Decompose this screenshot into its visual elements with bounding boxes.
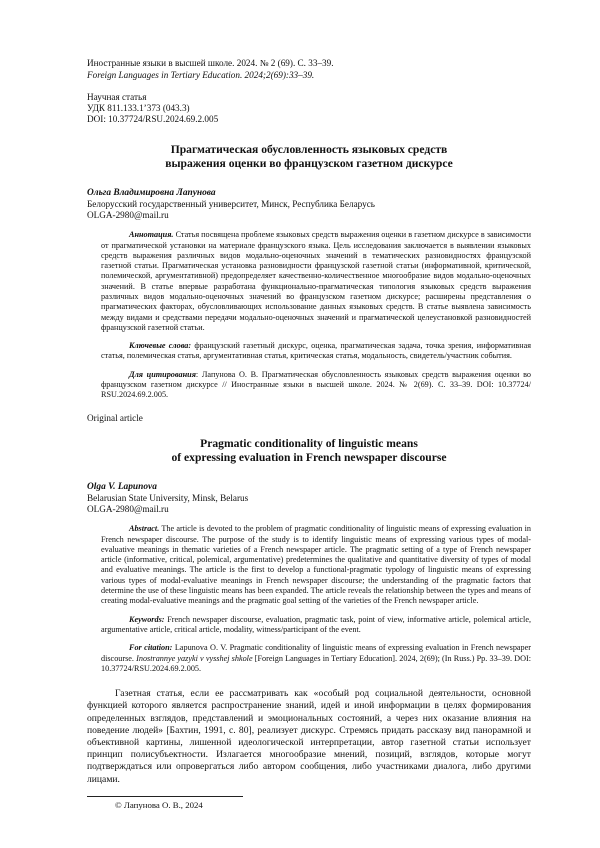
article-type: Научная статья: [87, 92, 147, 102]
title-ru-line1: Прагматическая обусловленность языковых средств: [170, 142, 448, 156]
keywords-en: [101, 615, 531, 636]
citation-en-text-1: Lapunova O. V. Pragmatic conditionality of linguistic means of expressing evaluation in French newspaper discourse.: [101, 643, 532, 663]
citation-en-label: For citation:: [129, 643, 173, 653]
title-ru: [87, 143, 531, 171]
doi: DOI: 10.37724/RSU.2024.69.2.005: [87, 114, 219, 125]
author-ru: Ольга Владимировна Лапунова: [87, 187, 216, 198]
citation-ru-text: : Лапунова О. В. Прагматическая обусловленность языковых средств выражения оценки во французском газетном дискурсе // Иностранные языки в высшей школе. 2024. № 2(69). С. 33–39. DOI: 10.37724/ RSU.2024.69.2.005.: [101, 369, 532, 400]
title-en: [87, 437, 531, 465]
udk-code: УДК 811.133.1’373 (043.3): [87, 103, 190, 114]
footnote-rule: [87, 796, 243, 797]
title-en-line2: of expressing evaluation in French newspaper discourse: [171, 450, 447, 464]
journal-line-en: Foreign Languages in Tertiary Education. 2024;2(69):33–39.: [87, 69, 315, 80]
author-en: Olga V. Lapunova: [87, 481, 157, 492]
abstract-en-text: The article is devoted to the problem of pragmatic conditionality of linguistic means of expressing evaluation in French newspaper discourse. The purpose of the study is to identify linguistic means of expressing various types of modal-evaluative meanings in thematic varieties of a French newspaper article. The pragmatic setting of a type of French newspaper article (informative, critical, polemical, argumentative) predetermines the qualitative and quantitative diversity of types of modal and evaluative meanings. The article is the first to develop a functional-pragmatic typology of linguistic means of expressing various types of modal-evaluative meanings in French newspaper discourse; the understanding of the pragmatic factors that determine the use of these linguistic means has been expanded. The article reveals the relationship between the types and means of creating modal-evaluative meanings and the pragmatic goal setting of the varieties of the French newspaper article.: [101, 524, 531, 606]
keywords-en-text: French newspaper discourse, evaluation, pragmatic task, point of view, informative article, polemical article, argumentative article, critical article, modality, witness/participant of the event.: [101, 614, 531, 634]
abstract-en: [101, 524, 531, 606]
abstract-ru: [101, 230, 531, 333]
journal-line-ru: Иностранные языки в высшей школе. 2024. № 2 (69). С. 33–39.: [87, 58, 334, 68]
keywords-ru-text: французский газетный дискурс, оценка, прагматическая задача, точка зрения, информативная статья, полемическая статья, аргументативная статья, критическая статья, модальность, свидетель/участник события.: [101, 341, 531, 361]
article-meta: [87, 92, 531, 126]
original-article-label: Original article: [87, 412, 143, 423]
citation-en-journal: Inostrannye yazyki v vysshej shkole: [136, 653, 253, 663]
body-paragraph: Газетная статья, если ее рассматривать как «особый род социальной деятельности, основной функцией которого является распространение знаний, идей и иной информации в целях формирования определенных взглядов, представлений и эмоциональных состояний, а через них оказание влияния на поведение людей» [Бахтин, 1991, с. 80], реализует дискурс. Стремясь придать рассказу вид панорамной и объективной картины, лишенной идеологической интерпретации, автор газетной статьи использует принцип полисубъектности. Излагается многообразие мнений, позиций, взглядов, которые могут подтверждаться или опровергаться либо автором сообщения, либо участниками диалога, либо другими лицами.: [87, 688, 531, 785]
keywords-ru-label: Ключевые слова:: [129, 341, 192, 351]
keywords-ru: [101, 341, 531, 362]
email-en[interactable]: OLGA-2980@mail.ru: [87, 504, 169, 515]
affiliation-en: Belarusian State University, Minsk, Belarus: [87, 492, 249, 503]
abstract-ru-text: Статья посвящена проблеме языковых средств выражения оценки в газетном дискурсе в зависимости от прагматической установки на материале французского языка. Цель исследования заключается в выявлении языковых средств выражения различных видов модально-оценочных значений в тематических разновидностях французской газетной статьи. Прагматическая установка разновидности французской газетной статьи (информативной, критической, полемической, аргументативной) предопределяет качественно-количественное многообразие видов модально-оценочных значений. В статье впервые разработана функционально-прагматическая типология языковых средств выражения различных видов модально-оценочных значений во французском газетном дискурсе; расширены представления о прагматических факторах, обусловливающих использование данных языковых средств. В статье выявлена зависимость между видами и средствами передачи модально-оценочных значений и прагматической целеустановкой разновидностей французской газетной статьи.: [101, 230, 531, 332]
keywords-en-label: Keywords:: [129, 614, 165, 624]
citation-ru-label: Для цитирования: [129, 369, 196, 379]
citation-ru: [101, 370, 531, 401]
abstract-ru-label: Аннотация.: [129, 230, 174, 240]
citation-en-text-2: [Foreign Languages in Tertiary Education]. 2024, 2(69); (In Russ.) Pp. 33–39. DOI: 10.37724/RSU.2024.69.2.005.: [101, 653, 531, 673]
email-ru[interactable]: OLGA-2980@mail.ru: [87, 210, 169, 221]
title-en-line1: Pragmatic conditionality of linguistic means: [200, 436, 418, 450]
title-ru-line2: выражения оценки во французском газетном дискурсе: [165, 156, 453, 170]
affiliation-ru: Белорусский государственный университет, Минск, Республика Беларусь: [87, 198, 375, 209]
copyright-notice: © Лапунова О. В., 2024: [115, 799, 203, 810]
abstract-en-label: Abstract.: [129, 524, 160, 534]
journal-header: [87, 58, 531, 81]
article-page: [87, 58, 531, 810]
citation-en: [101, 643, 531, 674]
